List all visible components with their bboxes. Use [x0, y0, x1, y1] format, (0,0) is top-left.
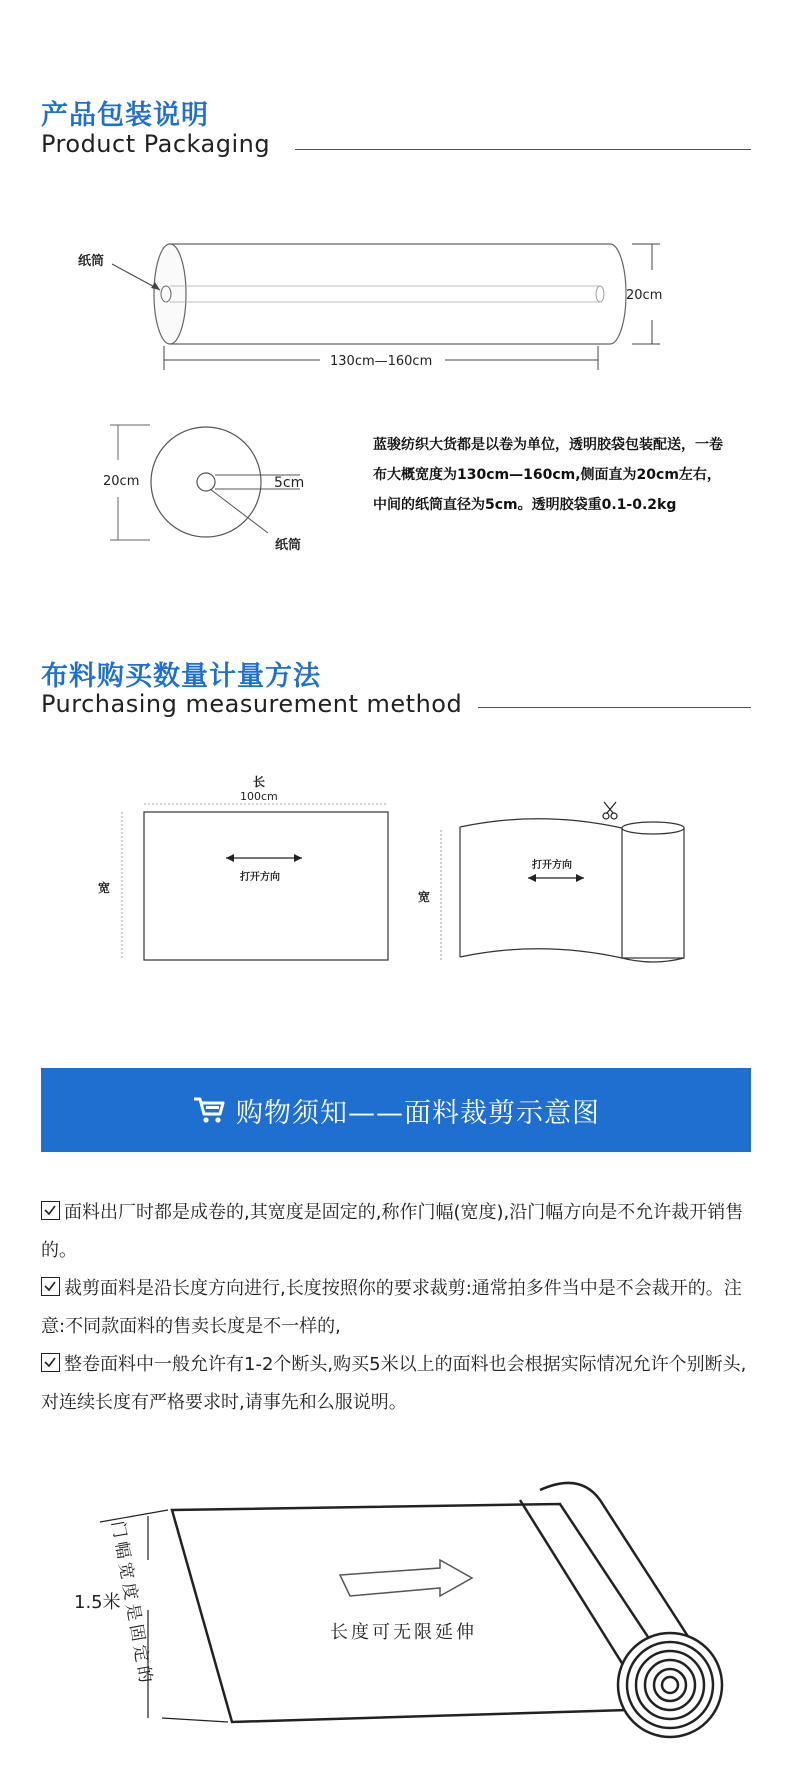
end-diameter-label: 20cm — [103, 474, 140, 489]
check-box-icon — [41, 1277, 60, 1296]
shopping-notes — [41, 1194, 756, 1422]
note-item — [41, 1346, 756, 1422]
roll-end-diagram — [0, 415, 360, 565]
measurement-title-cn: 布料购买数量计量方法 — [41, 661, 321, 692]
measurement-title-en: Purchasing measurement method — [41, 690, 463, 718]
shopping-notice-banner — [41, 1068, 751, 1152]
shopping-cart-icon — [192, 1095, 226, 1125]
check-box-icon — [41, 1353, 60, 1372]
width-label-left: 宽 — [98, 881, 111, 895]
check-box-icon — [41, 1201, 60, 1220]
banner-text: 购物须知——面料裁剪示意图 — [236, 1097, 600, 1129]
length-extend-text: 长度可无限延伸 — [330, 1622, 477, 1643]
width-value-label: 1.5米 — [74, 1592, 121, 1613]
roll-tube-label: 纸筒 — [78, 254, 105, 269]
length-label: 长 — [253, 775, 266, 789]
measurement-diagram — [0, 770, 790, 970]
open-direction-left: 打开方向 — [240, 872, 280, 883]
note-text: 面料出厂时都是成卷的,其宽度是固定的,称作门幅(宽度),沿门幅方向是不允许裁开销售的。 — [41, 1202, 744, 1261]
packaging-description: 蓝骏纺织大货都是以卷为单位，透明胶袋包装配送，一卷布大概宽度为130cm—160cm,侧面直为20cm左右，中间的纸筒直径为5cm。透明胶袋重0.1-0.2kg — [373, 437, 723, 513]
end-core-label: 5cm — [274, 475, 305, 491]
end-tube-label: 纸筒 — [275, 538, 302, 553]
roll-height-label: 20cm — [626, 288, 663, 303]
roll-length-label: 130cm—160cm — [330, 354, 433, 369]
scissors-icon — [603, 802, 617, 819]
fabric-cutting-diagram — [0, 1460, 790, 1760]
fabric-roll-end — [618, 1633, 722, 1737]
length-value: 100cm — [240, 790, 278, 803]
open-direction-right: 打开方向 — [532, 860, 572, 871]
packaging-title-cn: 产品包装说明 — [41, 100, 209, 131]
note-text: 整卷面料中一般允许有1-2个断头,购买5米以上的面料也会根据实际情况允许个别断头,对连续长度有严格要求时,请事先和么服说明。 — [41, 1354, 747, 1413]
width-label-right: 宽 — [418, 890, 431, 904]
note-item — [41, 1270, 756, 1346]
measurement-title-rule — [478, 707, 751, 708]
roll-side-diagram — [0, 220, 790, 380]
packaging-title-rule — [295, 149, 751, 150]
note-item — [41, 1194, 756, 1270]
packaging-title-en: Product Packaging — [41, 130, 271, 158]
width-fixed-text: 门幅宽度是固定的 — [107, 1519, 156, 1689]
note-text: 裁剪面料是沿长度方向进行,长度按照你的要求裁剪:通常拍多件当中是不会裁开的。注意:不同款面料的售卖长度是不一样的, — [41, 1278, 742, 1337]
